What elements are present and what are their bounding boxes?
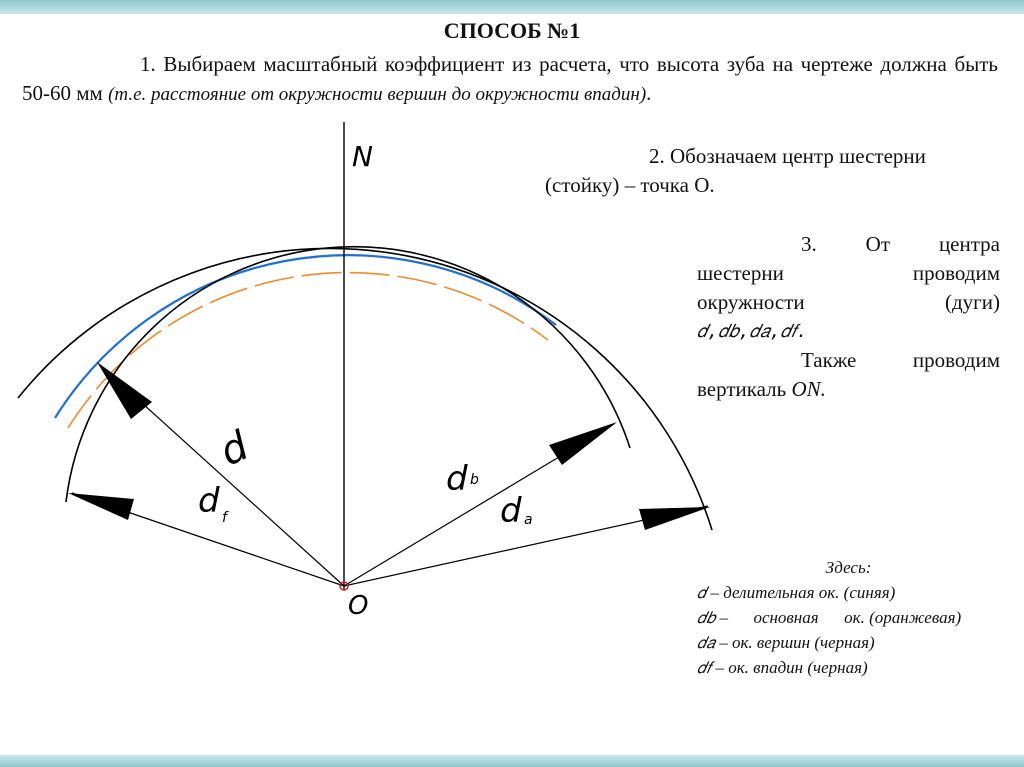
label-db: d xyxy=(446,459,468,499)
step-3-word: вертикаль xyxy=(697,377,787,401)
step-3-word: проводим xyxy=(912,261,1000,285)
label-df-sub: f xyxy=(222,510,227,526)
legend-symbol: 𝑑 xyxy=(697,583,707,602)
step-2-line-2: (стойку) – точка О. xyxy=(545,173,715,197)
step-1-end: . xyxy=(646,81,652,105)
step-1-text: 1. Выбираем масштабный коэффициент из расчета, что высота зуба на чертеже должна быть 50-60 мм xyxy=(22,52,998,105)
label-o: O xyxy=(348,591,369,621)
step-3-word: От xyxy=(865,232,891,256)
step-3-word: проводим xyxy=(912,348,1000,372)
bottom-frame-bar xyxy=(0,755,1024,767)
label-d: d xyxy=(213,423,256,476)
arrowhead-d xyxy=(97,362,152,419)
label-df: d xyxy=(198,481,220,521)
step-3-symbols: 𝑑,𝑑𝑏,𝑑𝑎,𝑑𝑓. xyxy=(697,321,808,342)
label-db-sub: b xyxy=(470,472,479,488)
legend-text: – ок. вершин (черная) xyxy=(714,633,875,652)
step-3-word: окружности xyxy=(697,290,805,314)
arrowhead-da xyxy=(639,507,710,530)
arrowhead-df xyxy=(68,493,134,520)
label-da: d xyxy=(500,491,522,531)
step-1-note: (т.е. расстояние от окружности вершин до окружности впадин) xyxy=(108,84,647,105)
root-circle-arc xyxy=(66,247,630,502)
legend-symbol: 𝑑𝑓 xyxy=(697,658,712,677)
legend-text: – основная ок. (оранжевая) xyxy=(715,608,962,627)
step-3-word: Также xyxy=(801,348,857,372)
legend-heading: Здесь: xyxy=(825,558,872,577)
step-3-word: 3. xyxy=(801,232,817,256)
legend-symbol: 𝑑𝑎 xyxy=(697,633,715,652)
legend-text: – делительная ок. (синяя) xyxy=(706,583,896,602)
step-3-word: центра xyxy=(938,232,1000,256)
arrowhead-db xyxy=(549,422,617,465)
step-3-on-symbol: ON. xyxy=(791,377,826,401)
slide-title: СПОСОБ №1 xyxy=(443,18,581,43)
label-n: N xyxy=(352,140,373,173)
label-da-sub: a xyxy=(524,512,533,528)
legend-symbol: 𝑑𝑏 xyxy=(697,608,716,627)
step-3-word: шестерни xyxy=(697,261,784,285)
step-2-line-1: 2. Обозначаем центр шестерни xyxy=(649,144,926,168)
legend-text: – ок. впадин (черная) xyxy=(711,658,868,677)
step-3-word: (дуги) xyxy=(944,290,1000,314)
